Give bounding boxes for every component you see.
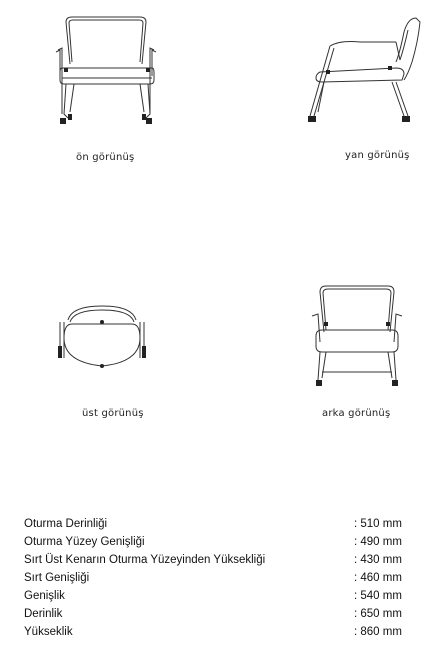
spec-value: : 490 mm [354, 536, 402, 548]
spec-row-back-height [24, 551, 414, 569]
spec-row-height [24, 623, 414, 641]
back-view-drawing [302, 282, 412, 392]
spec-row-seat-depth [24, 515, 414, 533]
spec-value: : 650 mm [354, 608, 402, 620]
spec-label: Genişlik [24, 590, 65, 602]
spec-label: Oturma Yüzey Genişliği [24, 536, 145, 548]
spec-value: : 430 mm [354, 554, 402, 566]
spec-value: : 860 mm [354, 626, 402, 638]
front-view-drawing [52, 14, 162, 132]
spec-row-seat-width [24, 533, 414, 551]
spec-row-width [24, 587, 414, 605]
spec-value: : 460 mm [354, 572, 402, 584]
top-view-drawing [52, 302, 152, 374]
spec-label: Derinlik [24, 608, 63, 620]
spec-label: Sırt Üst Kenarın Oturma Yüzeyinden Yüksekliği [24, 554, 266, 566]
specifications-list [24, 515, 414, 641]
top-view-caption: üst görünüş [82, 408, 144, 419]
spec-label: Oturma Derinliği [24, 518, 108, 530]
spec-label: Sırt Genişliği [24, 572, 90, 584]
spec-value: : 510 mm [354, 518, 402, 530]
spec-row-depth [24, 605, 414, 623]
spec-label: Yükseklik [24, 626, 73, 638]
front-view-caption: ön görünüş [76, 152, 135, 163]
side-view-caption: yan görünüş [345, 150, 410, 161]
spec-value: : 540 mm [354, 590, 402, 602]
side-view-drawing [300, 12, 425, 130]
back-view-caption: arka görünüş [322, 408, 391, 419]
spec-row-back-width [24, 569, 414, 587]
